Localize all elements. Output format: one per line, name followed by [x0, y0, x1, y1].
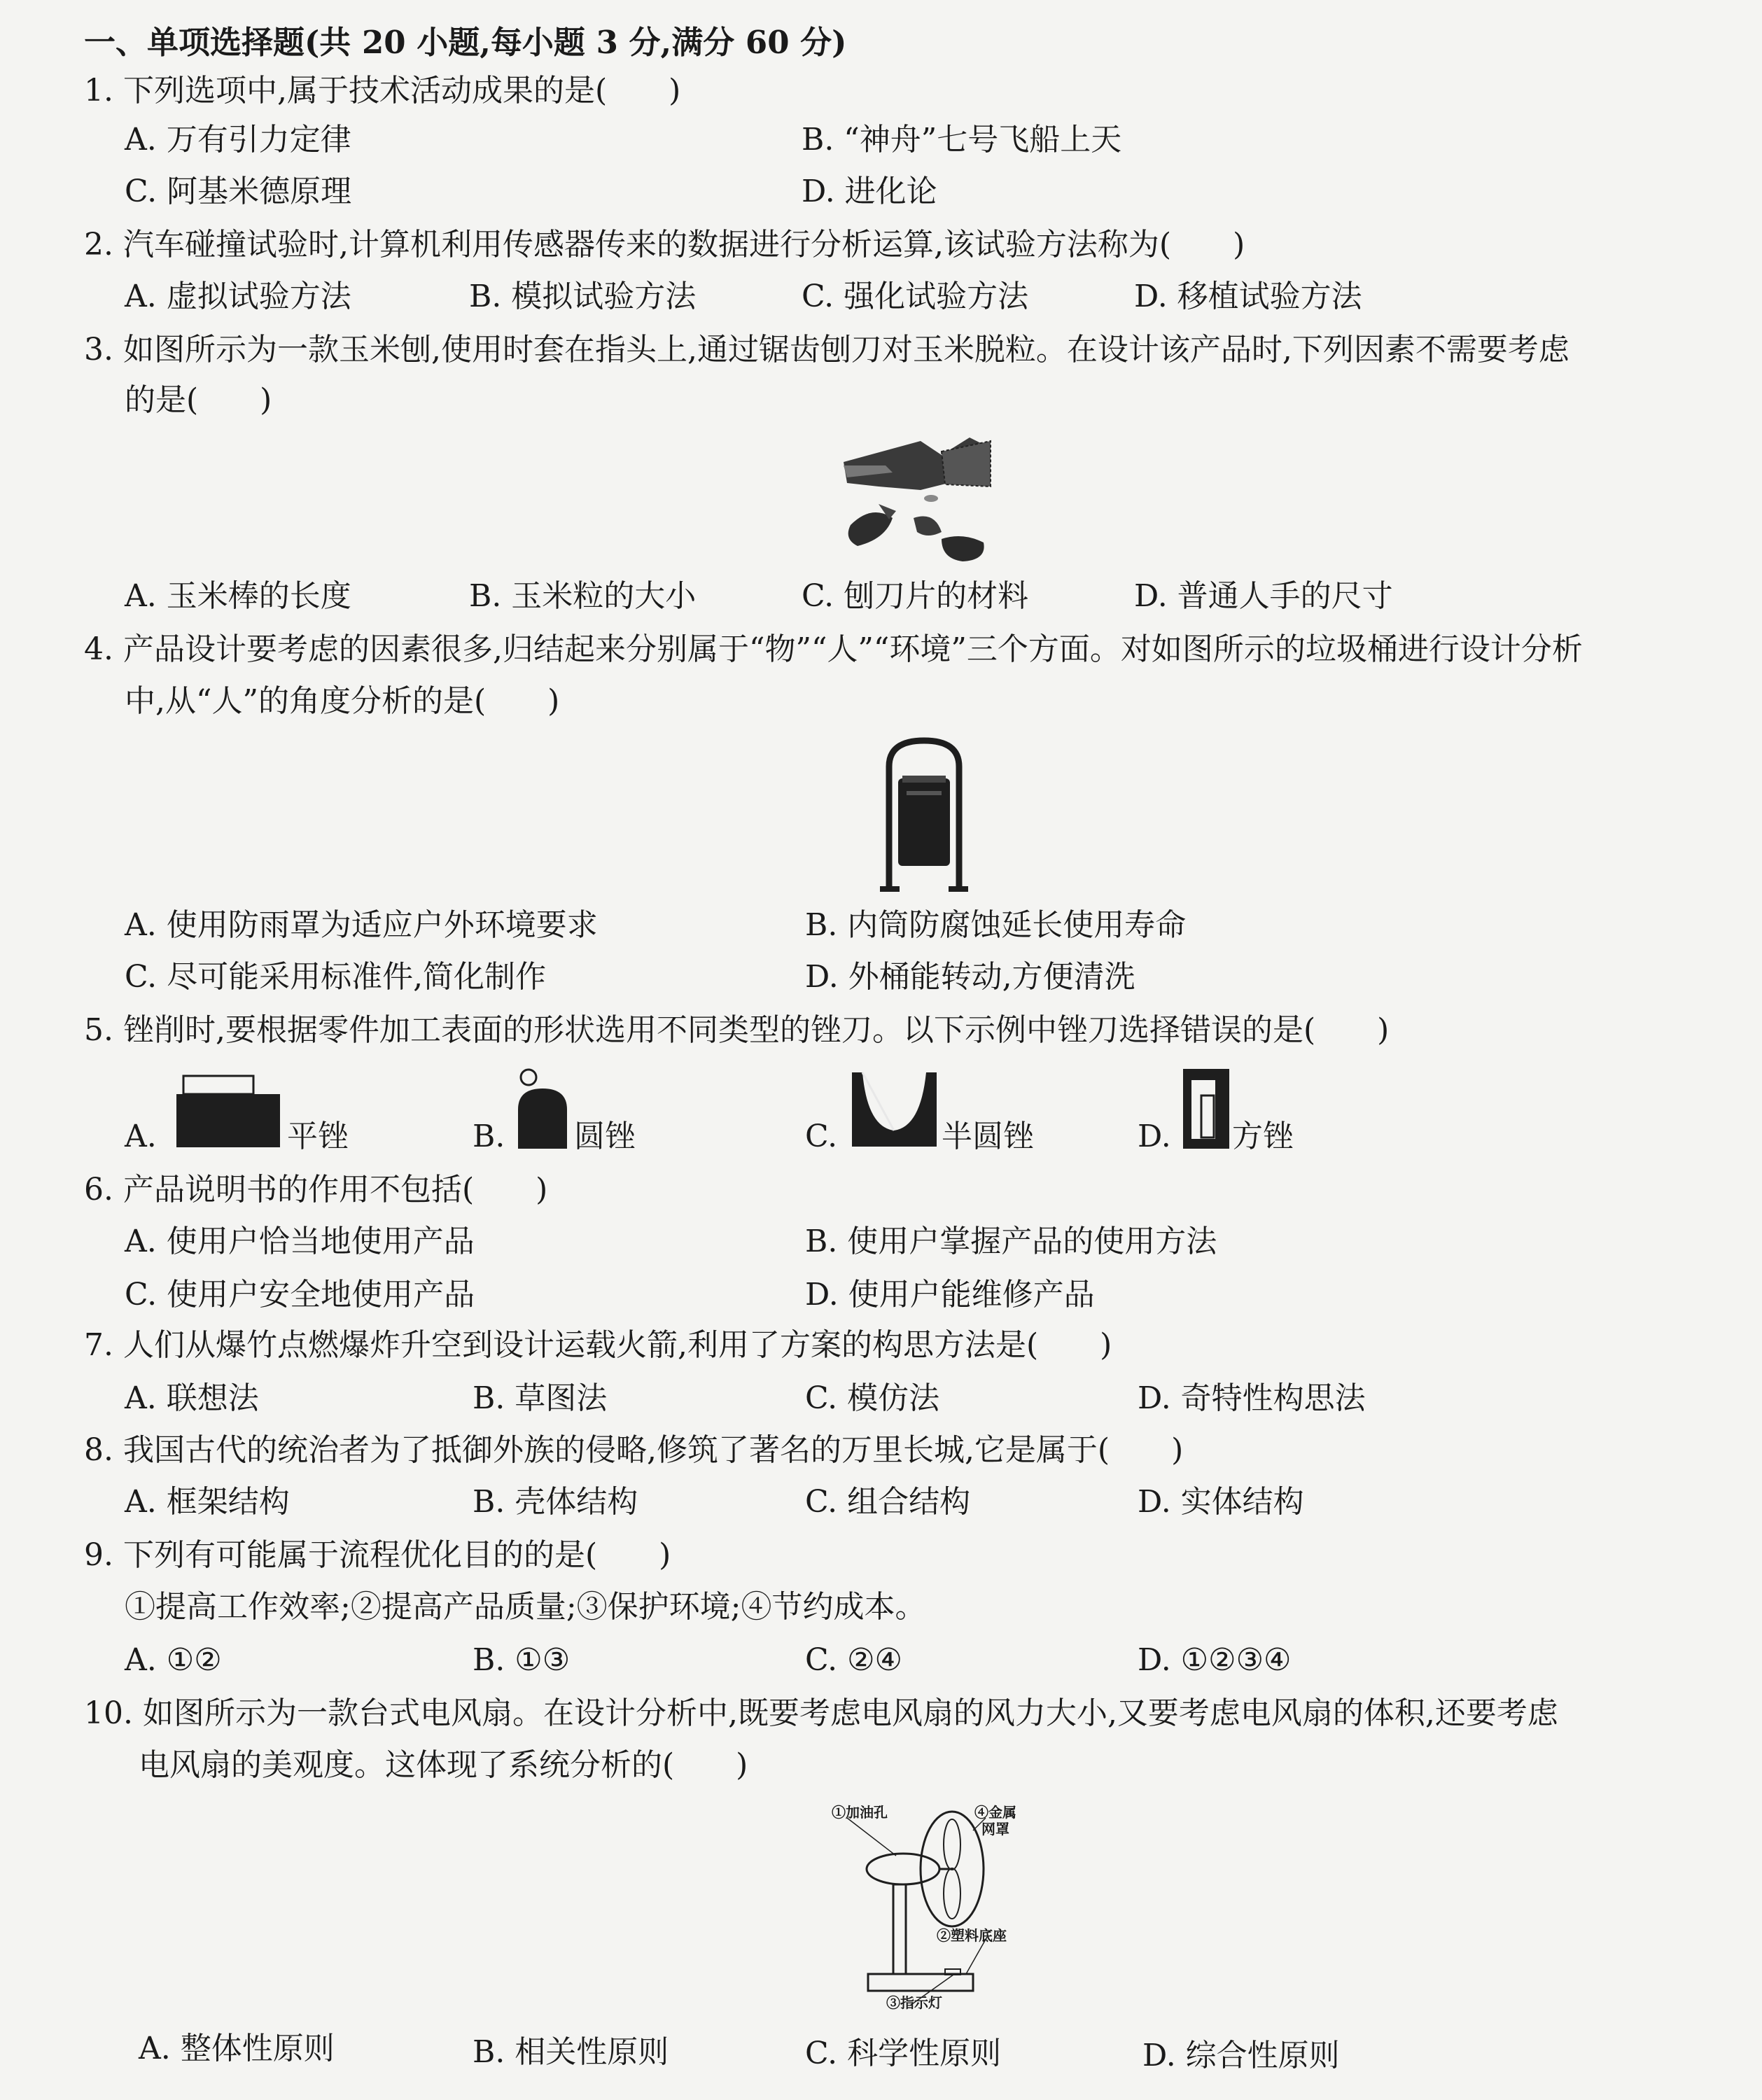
q9-option-c[interactable]: C. ②④ [805, 1642, 902, 1678]
square-file-figure [1182, 1068, 1231, 1150]
q9-stem: 9. 下列有可能属于流程优化目的的是( ) [84, 1537, 671, 1573]
q9-option-b[interactable]: B. ①③ [473, 1642, 571, 1678]
q6-option-a[interactable]: A. 使用户恰当地使用产品 [125, 1224, 475, 1259]
q5-option-d[interactable]: D. [1138, 1119, 1171, 1154]
q9-option-d[interactable]: D. ①②③④ [1138, 1642, 1292, 1678]
q5-option-b-label: 圆锉 [574, 1119, 636, 1154]
fan-label-metal: ④金属 [974, 1804, 1016, 1821]
q6-option-c[interactable]: C. 使用户安全地使用产品 [125, 1277, 475, 1312]
q8-option-c[interactable]: C. 组合结构 [805, 1484, 971, 1520]
q1-option-a[interactable]: A. 万有引力定律 [125, 122, 351, 158]
q5-option-d-label: 方锉 [1232, 1119, 1294, 1154]
q7-option-a[interactable]: A. 联想法 [125, 1380, 259, 1416]
q10-option-d[interactable]: D. 综合性原则 [1142, 2038, 1340, 2073]
corn-planer-figure [837, 434, 998, 564]
q1-option-b[interactable]: B. “神舟”七号飞船上天 [802, 122, 1122, 158]
q9-statements: ①提高工作效率;②提高产品质量;③保护环境;④节约成本。 [125, 1589, 926, 1625]
fan-label-fuel-hole: ①加油孔 [832, 1804, 888, 1821]
q1-option-d[interactable]: D. 进化论 [802, 174, 937, 209]
flat-file-figure [175, 1074, 284, 1150]
q10-stem-cont: 电风扇的美观度。这体现了系统分析的( ) [139, 1747, 748, 1783]
q7-stem: 7. 人们从爆竹点燃爆炸升空到设计运载火箭,利用了方案的构思方法是( ) [84, 1327, 1112, 1363]
q5-option-a[interactable]: A. [125, 1119, 157, 1154]
q3-option-c[interactable]: C. 刨刀片的材料 [802, 578, 1029, 614]
q5-option-c[interactable]: C. [805, 1119, 838, 1154]
fan-label-indicator: ③指示灯 [886, 1994, 942, 2011]
q8-option-d[interactable]: D. 实体结构 [1138, 1484, 1304, 1520]
q8-option-b[interactable]: B. 壳体结构 [473, 1484, 638, 1520]
electric-fan-figure [826, 1802, 1036, 2012]
q4-option-a[interactable]: A. 使用防雨罩为适应户外环境要求 [125, 907, 598, 943]
q4-stem: 4. 产品设计要考虑的因素很多,归结起来分别属于“物”“人”“环境”三个方面。对如图所示的垃圾桶进行设计分析 [84, 631, 1583, 667]
q6-option-b[interactable]: B. 使用户掌握产品的使用方法 [805, 1224, 1217, 1259]
q7-option-b[interactable]: B. 草图法 [473, 1380, 608, 1416]
q4-option-c[interactable]: C. 尽可能采用标准件,简化制作 [125, 959, 547, 995]
half-round-file-figure [851, 1071, 938, 1148]
q8-option-a[interactable]: A. 框架结构 [125, 1484, 290, 1520]
q10-option-b[interactable]: B. 相关性原则 [473, 2034, 669, 2070]
q6-stem: 6. 产品说明书的作用不包括( ) [84, 1172, 548, 1208]
q3-option-a[interactable]: A. 玉米棒的长度 [125, 578, 351, 614]
q5-option-c-label: 半圆锉 [942, 1119, 1034, 1154]
q5-stem: 5. 锉削时,要根据零件加工表面的形状选用不同类型的锉刀。以下示例中锉刀选择错误的是( ) [84, 1012, 1390, 1048]
q3-option-d[interactable]: D. 普通人手的尺寸 [1134, 578, 1393, 614]
q2-stem: 2. 汽车碰撞试验时,计算机利用传感器传来的数据进行分析运算,该试验方法称为( ) [84, 227, 1245, 262]
round-file-figure [515, 1068, 571, 1152]
q1-stem: 1. 下列选项中,属于技术活动成果的是( ) [84, 73, 681, 108]
q10-option-c[interactable]: C. 科学性原则 [805, 2036, 1002, 2071]
q1-option-c[interactable]: C. 阿基米德原理 [125, 174, 352, 209]
section-title: 一、单项选择题(共 20 小题,每小题 3 分,满分 60 分) [84, 24, 847, 61]
q3-option-b[interactable]: B. 玉米粒的大小 [469, 578, 697, 614]
q2-option-a[interactable]: A. 虚拟试验方法 [125, 279, 351, 314]
q4-option-b[interactable]: B. 内筒防腐蚀延长使用寿命 [805, 907, 1187, 943]
q9-option-a[interactable]: A. ①② [125, 1642, 222, 1678]
trash-bin-figure [879, 735, 970, 892]
q2-option-c[interactable]: C. 强化试验方法 [802, 279, 1029, 314]
q10-stem: 10. 如图所示为一款台式电风扇。在设计分析中,既要考虑电风扇的风力大小,又要考虑电风扇的体积,还要考虑 [84, 1695, 1558, 1731]
q6-option-d[interactable]: D. 使用户能维修产品 [805, 1277, 1095, 1312]
fan-label-guard: 网罩 [981, 1821, 1009, 1837]
q8-stem: 8. 我国古代的统治者为了抵御外族的侵略,修筑了著名的万里长城,它是属于( ) [84, 1432, 1184, 1468]
fan-label-plastic-base: ②塑料底座 [937, 1927, 1007, 1944]
q5-option-a-label: 平锉 [287, 1119, 349, 1154]
q3-stem: 3. 如图所示为一款玉米刨,使用时套在指头上,通过锯齿刨刀对玉米脱粒。在设计该产品时,下列因素不需要考虑 [84, 332, 1569, 368]
q7-option-c[interactable]: C. 模仿法 [805, 1380, 940, 1416]
q10-option-a[interactable]: A. 整体性原则 [139, 2031, 335, 2066]
q7-option-d[interactable]: D. 奇特性构思法 [1138, 1380, 1366, 1416]
q5-option-b[interactable]: B. [473, 1119, 505, 1154]
q2-option-b[interactable]: B. 模拟试验方法 [469, 279, 697, 314]
q3-stem-cont: 的是( ) [125, 382, 272, 418]
q4-stem-cont: 中,从“人”的角度分析的是( ) [125, 683, 560, 719]
q2-option-d[interactable]: D. 移植试验方法 [1134, 279, 1362, 314]
q4-option-d[interactable]: D. 外桶能转动,方便清洗 [805, 959, 1135, 995]
